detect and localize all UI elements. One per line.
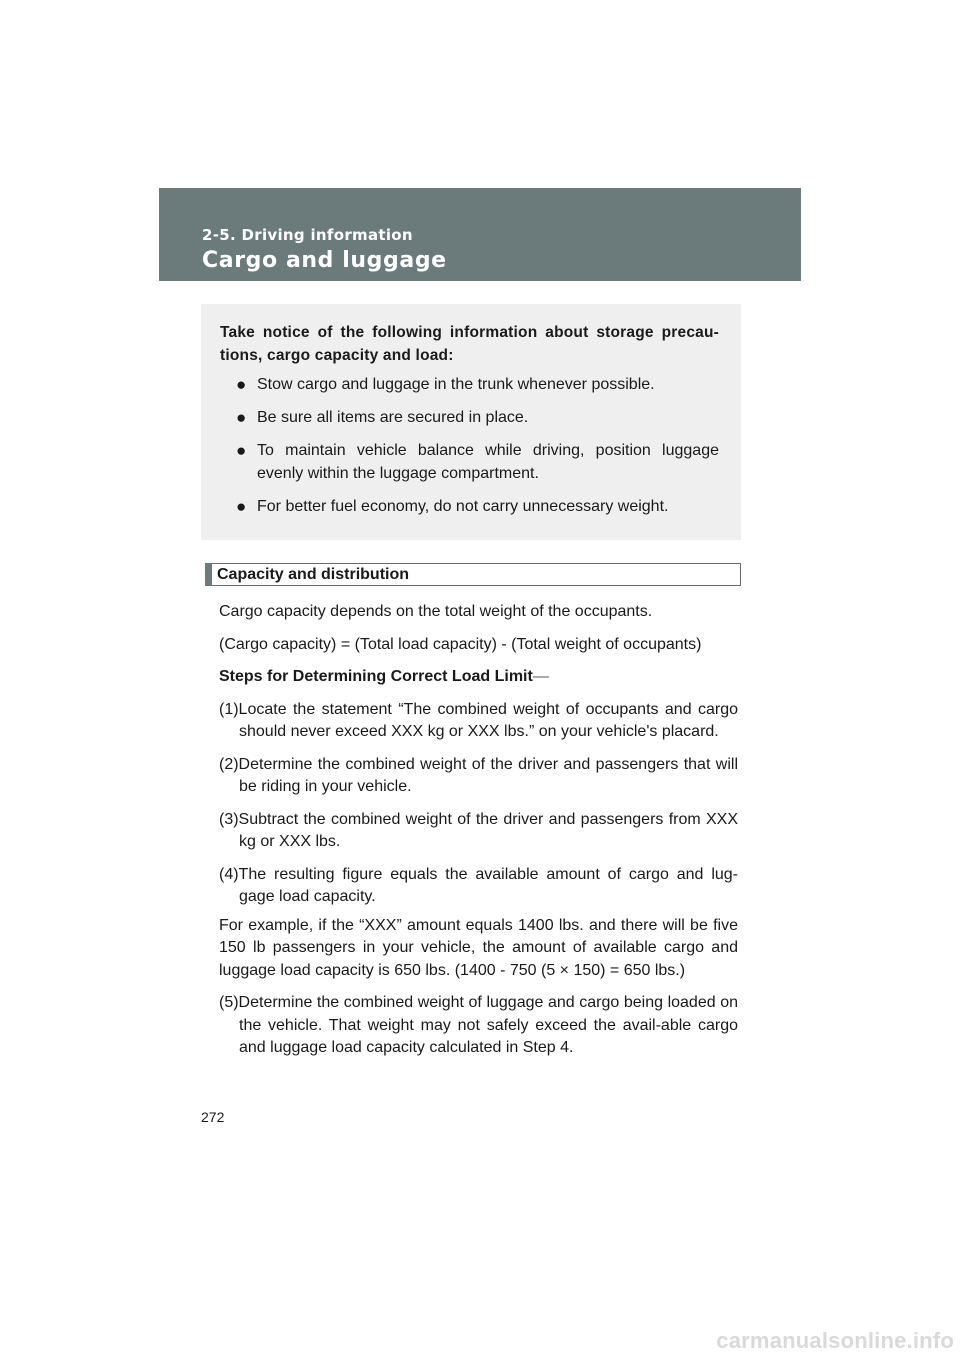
steps-heading bbox=[219, 666, 738, 689]
list-item bbox=[238, 406, 719, 429]
step-item: (1)Locate the statement “The combined weight of occupants and cargo should never exceed XXX kg or XXX lbs.” on your vehicle's placard. bbox=[219, 700, 738, 740]
list-item-text: Stow cargo and luggage in the trunk whenever possible. bbox=[257, 376, 655, 393]
step-item: (2)Determine the combined weight of the driver and passengers that will be riding in your vehicle. bbox=[219, 755, 738, 795]
bullet-icon: ● bbox=[236, 497, 247, 516]
steps-heading-text: Steps for Determining Correct Load Limit bbox=[219, 668, 533, 685]
notice-list bbox=[220, 373, 719, 518]
subsection-accent bbox=[205, 563, 212, 586]
step-item: (3)Subtract the combined weight of the driver and passengers from XXX kg or XXX lbs. bbox=[219, 810, 738, 850]
list-item bbox=[238, 373, 719, 396]
page-number: 272 bbox=[201, 1109, 225, 1125]
steps-heading-dash: — bbox=[532, 668, 549, 685]
list-item-text: To maintain vehicle balance while driving, position luggage evenly within the luggage compartment. bbox=[257, 442, 719, 482]
capacity-paragraph: Cargo capacity depends on the total weight of the occupants. bbox=[219, 603, 653, 620]
bullet-icon: ● bbox=[236, 441, 247, 460]
notice-intro: Take notice of the following information about storage precau-tions, cargo capacity and load: bbox=[220, 324, 719, 364]
notice-box bbox=[201, 304, 741, 540]
list-item bbox=[238, 495, 719, 518]
main-body bbox=[219, 601, 738, 1070]
watermark: carmanualsonline.info bbox=[716, 1328, 954, 1353]
subsection-heading-bar bbox=[205, 563, 741, 586]
subsection-title: Capacity and distribution bbox=[217, 566, 410, 583]
bullet-icon: ● bbox=[236, 375, 247, 394]
chapter-header bbox=[159, 188, 801, 281]
list-item-text: Be sure all items are secured in place. bbox=[257, 409, 529, 426]
section-label: 2-5. Driving information bbox=[202, 226, 413, 244]
list-item-text: For better fuel economy, do not carry unnecessary weight. bbox=[257, 498, 669, 515]
page-title: Cargo and luggage bbox=[202, 248, 447, 273]
list-item bbox=[238, 439, 719, 485]
step-item: (4)The resulting figure equals the available amount of cargo and lug-gage load capacity. bbox=[219, 865, 738, 905]
capacity-formula: (Cargo capacity) = (Total load capacity) - (Total weight of occupants) bbox=[219, 635, 702, 653]
step-item: (5)Determine the combined weight of luggage and cargo being loaded on the vehicle. That weight may not safely exceed the avail-able cargo and luggage load capacity calculated in Step 4. bbox=[219, 994, 738, 1056]
bullet-icon: ● bbox=[236, 408, 247, 427]
step-example: For example, if the “XXX” amount equals 1400 lbs. and there will be five 150 lb passengers in your vehicle, the amount of available cargo and luggage load capacity is 650 lbs. (1400 - 750 (5 × 150) = 650 lbs.) bbox=[219, 916, 738, 979]
